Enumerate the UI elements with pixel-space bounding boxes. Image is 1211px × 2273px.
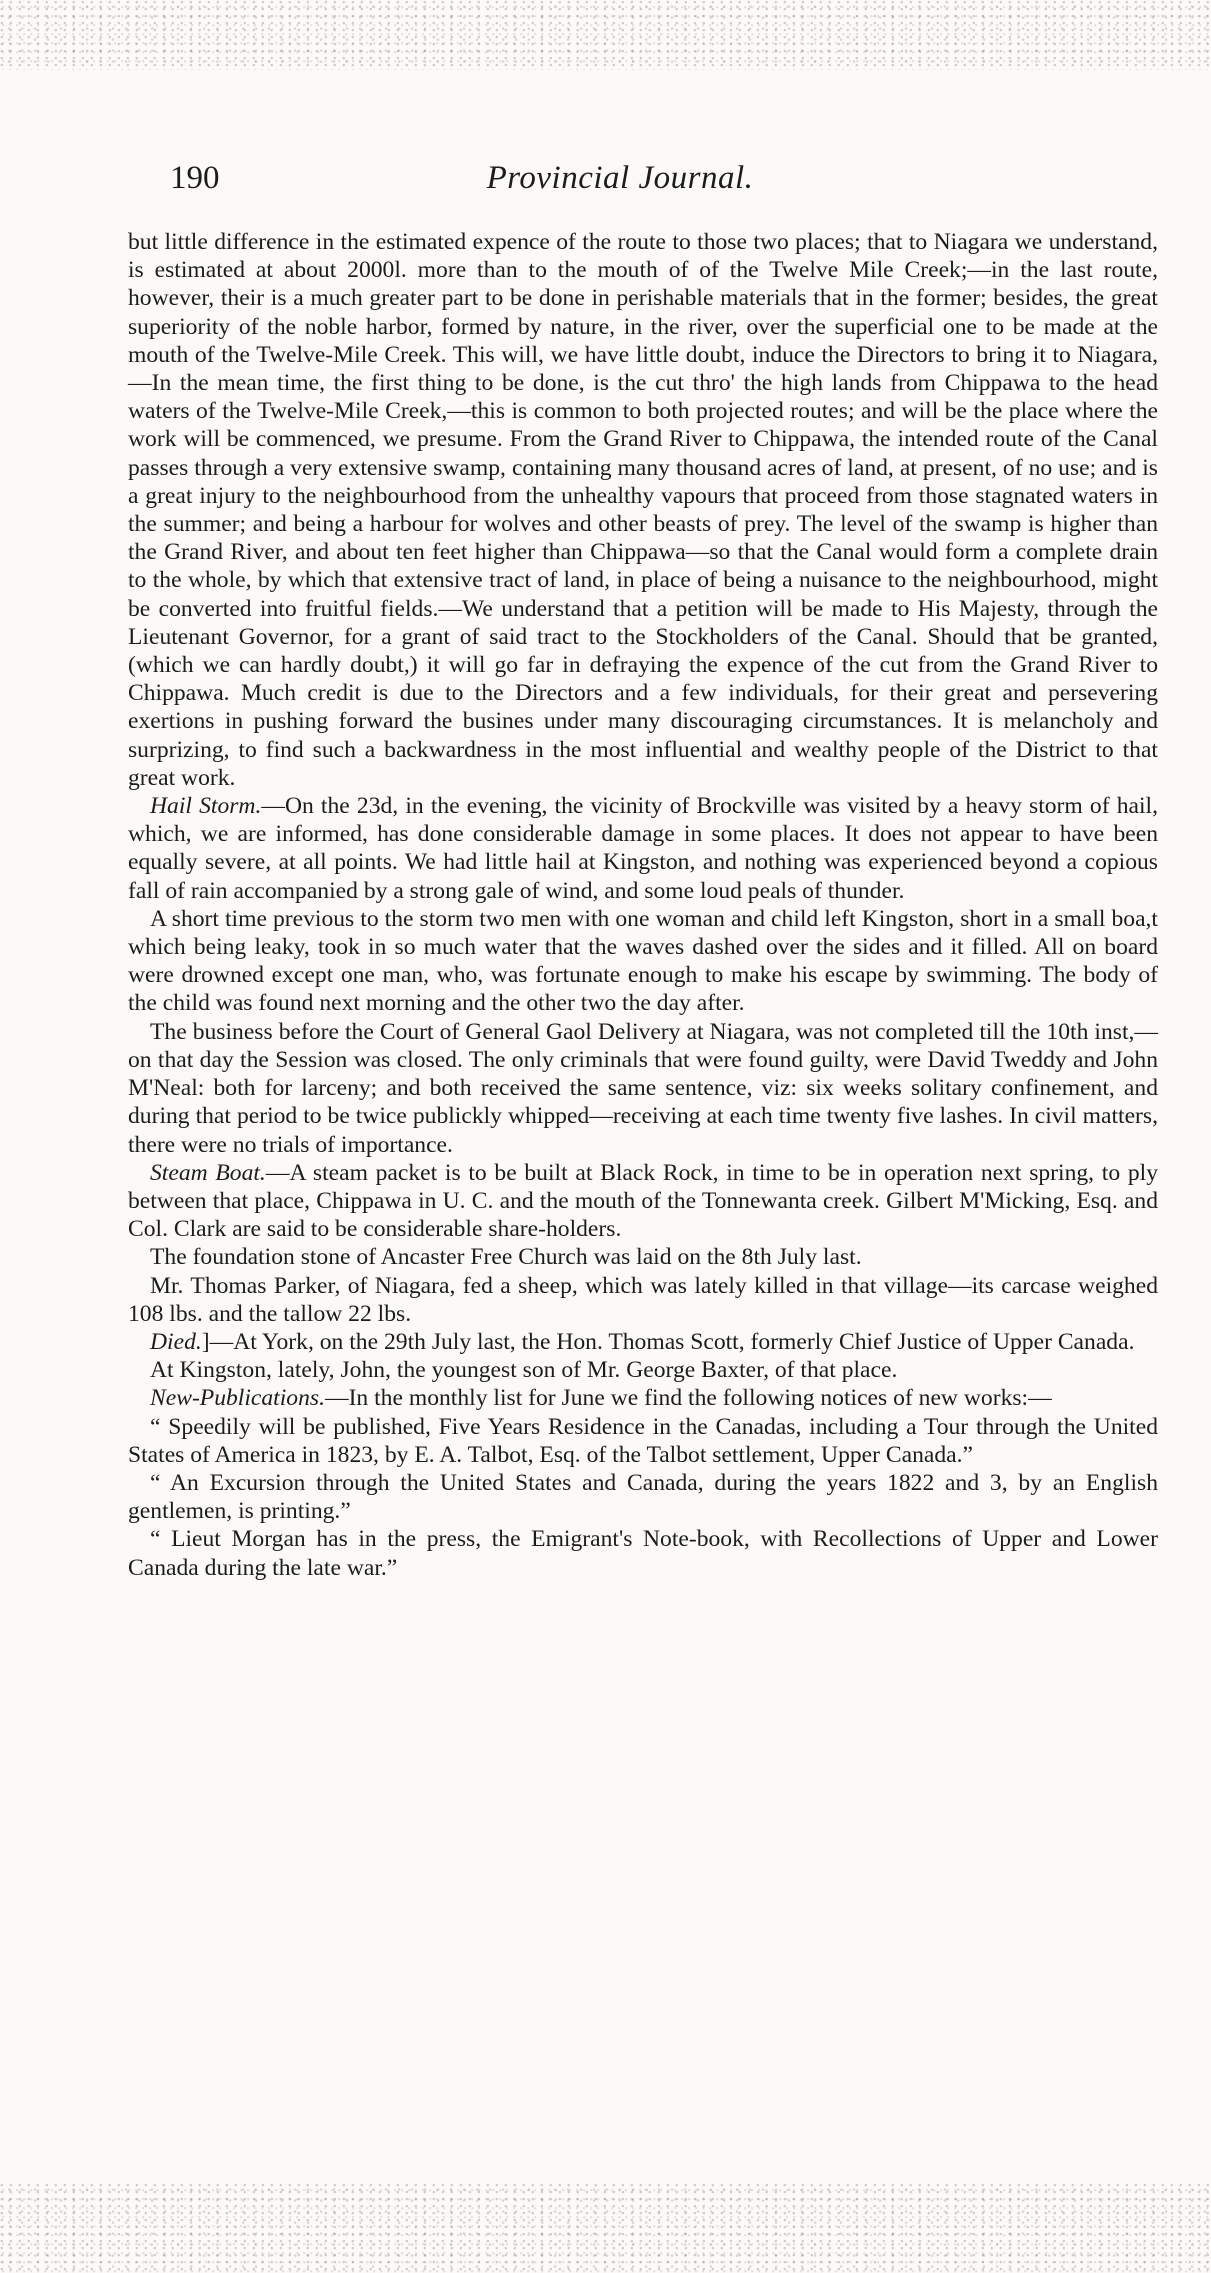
running-title: Provincial Journal. xyxy=(486,160,754,196)
paragraph-excursion xyxy=(128,1469,1158,1525)
paragraph-text: The foundation stone of Ancaster Free Church was laid on the 8th July last. xyxy=(150,1244,862,1271)
paragraph-baxter xyxy=(128,1356,1158,1384)
section-heading: Steam Boat. xyxy=(150,1159,266,1186)
paper-texture-top xyxy=(0,0,1211,70)
paragraph-text: “ An Excursion through the United States and Canada, during the years 1822 and 3, by an English gentlemen, is printing.” xyxy=(128,1469,1158,1525)
page-header xyxy=(170,160,1070,210)
paragraph-text: ]—At York, on the 29th July last, the Hon. Thomas Scott, formerly Chief Justice of Upper Canada. xyxy=(201,1328,1135,1355)
paragraph-canal xyxy=(128,228,1158,792)
section-heading: Hail Storm. xyxy=(150,793,262,820)
section-heading: New-Publications. xyxy=(150,1385,325,1412)
paragraph-died xyxy=(128,1328,1158,1356)
paragraph-text: but little difference in the estimated expence of the route to those two places; that to Niagara we understand, is estimated at about 2000l. more than to the mouth of of the Twelve Mile Creek;—in the last route, however, their is a much greater part to be done in perishable materials that in the former; besides, the great superiority of the noble harbor, formed by nature, in the river, over the superficial one to be made at the mouth of the Twelve-Mile Creek. This will, we have little doubt, induce the Directors to bring it to Niagara,—In the mean time, the first thing to be done, is the cut thro' the high lands from Chippawa to the head waters of the Twelve-Mile Creek,—this is common to both projected routes; and will be the place where the work will be commenced, we presume. From the Grand River to Chippawa, the intended route of the Canal passes through a very extensive swamp, containing many thousand acres of land, at present, of no use; and is a great injury to the neighbourhood from the unhealthy vapours that proceed from those stagnated waters in the summer; and being a harbour for wolves and other beasts of prey. The level of the swamp is higher than the Grand River, and about ten feet higher than Chippawa—so that the Canal would form a complete drain to the whole, by which that extensive tract of land, in place of being a nuisance to the neighbourhood, might be converted into fruitful fields.—We understand that a petition will be made to His Majesty, through the Lieutenant Governor, for a grant of said tract to the Stockholders of the Canal. Should that be granted, (which we can hardly doubt,) it will go far in defraying the expence of the cut from the Grand River to Chippawa. Much credit is due to the Directors and a few individuals, for their great and persevering exertions in pushing forward the busines under many discouraging circumstances. It is melancholy and surprizing, to find such a backwardness in the most influential and wealthy people of the District to that great work. xyxy=(128,229,1158,791)
paragraph-new-publications xyxy=(128,1384,1158,1412)
paragraph-text: “ Lieut Morgan has in the press, the Emigrant's Note-book, with Recollections of Upper and Lower Canada during the late war.” xyxy=(128,1526,1158,1581)
page-number: 190 xyxy=(170,160,220,196)
paragraph-text: —On the 23d, in the evening, the vicinity of Brockville was visited by a heavy storm of hail, which, we are informed, has done considerable damage in some places. It does not appear to have been equally severe, at all points. We had little hail at Kingston, and nothing was experienced beyond a copious fall of rain accompanied by a strong gale of wind, and some loud peals of thunder. xyxy=(128,793,1158,904)
paragraph-text: At Kingston, lately, John, the youngest son of Mr. George Baxter, of that place. xyxy=(150,1357,898,1384)
paragraph-church xyxy=(128,1243,1158,1271)
paragraph-sheep xyxy=(128,1272,1158,1328)
article-body xyxy=(128,228,1158,1582)
section-heading: Died. xyxy=(150,1328,202,1355)
paragraph-text: —A steam packet is to be built at Black Rock, in time to be in operation next spring, to ply between that place, Chippawa in U. C. and the mouth of the Tonnewanta creek. Gilbert M'Micking, Esq. and Col. Clark are said to be considerable share-holders. xyxy=(128,1159,1158,1243)
paragraph-morgan xyxy=(128,1525,1158,1581)
paragraph-talbot xyxy=(128,1413,1158,1469)
paragraph-text: A short time previous to the storm two men with one woman and child left Kingston, short in a small boa,t which being leaky, took in so much water that the waves dashed over the sides and it filled. All on board were drowned except one man, who, was fortunate enough to make his escape by swimming. The body of the child was found next morning and the other two the day after. xyxy=(128,905,1158,1017)
paper-texture-bottom xyxy=(0,2183,1211,2273)
paragraph-text: —In the monthly list for June we find the following notices of new works:— xyxy=(324,1385,1052,1412)
paragraph-court xyxy=(128,1018,1158,1159)
paragraph-hail-storm xyxy=(128,792,1158,905)
paragraph-text: The business before the Court of General Gaol Delivery at Niagara, was not completed till the 10th inst,—on that day the Session was closed. The only criminals that were found guilty, were David Tweddy and John M'Neal: both for larceny; and both received the same sentence, viz: six weeks solitary confinement, and during that period to be twice publickly whipped—receiving at each time twenty five lashes. In civil matters, there were no trials of importance. xyxy=(128,1018,1158,1158)
paragraph-steam-boat xyxy=(128,1159,1158,1244)
paragraph-text: “ Speedily will be published, Five Years Residence in the Canadas, including a Tour through the United States of America in 1823, by E. A. Talbot, Esq. of the Talbot settlement, Upper Canada.” xyxy=(128,1413,1158,1468)
paragraph-boat-accident xyxy=(128,905,1158,1018)
paragraph-text: Mr. Thomas Parker, of Niagara, fed a sheep, which was lately killed in that village—its carcase weighed 108 lbs. and the tallow 22 lbs. xyxy=(128,1272,1158,1327)
